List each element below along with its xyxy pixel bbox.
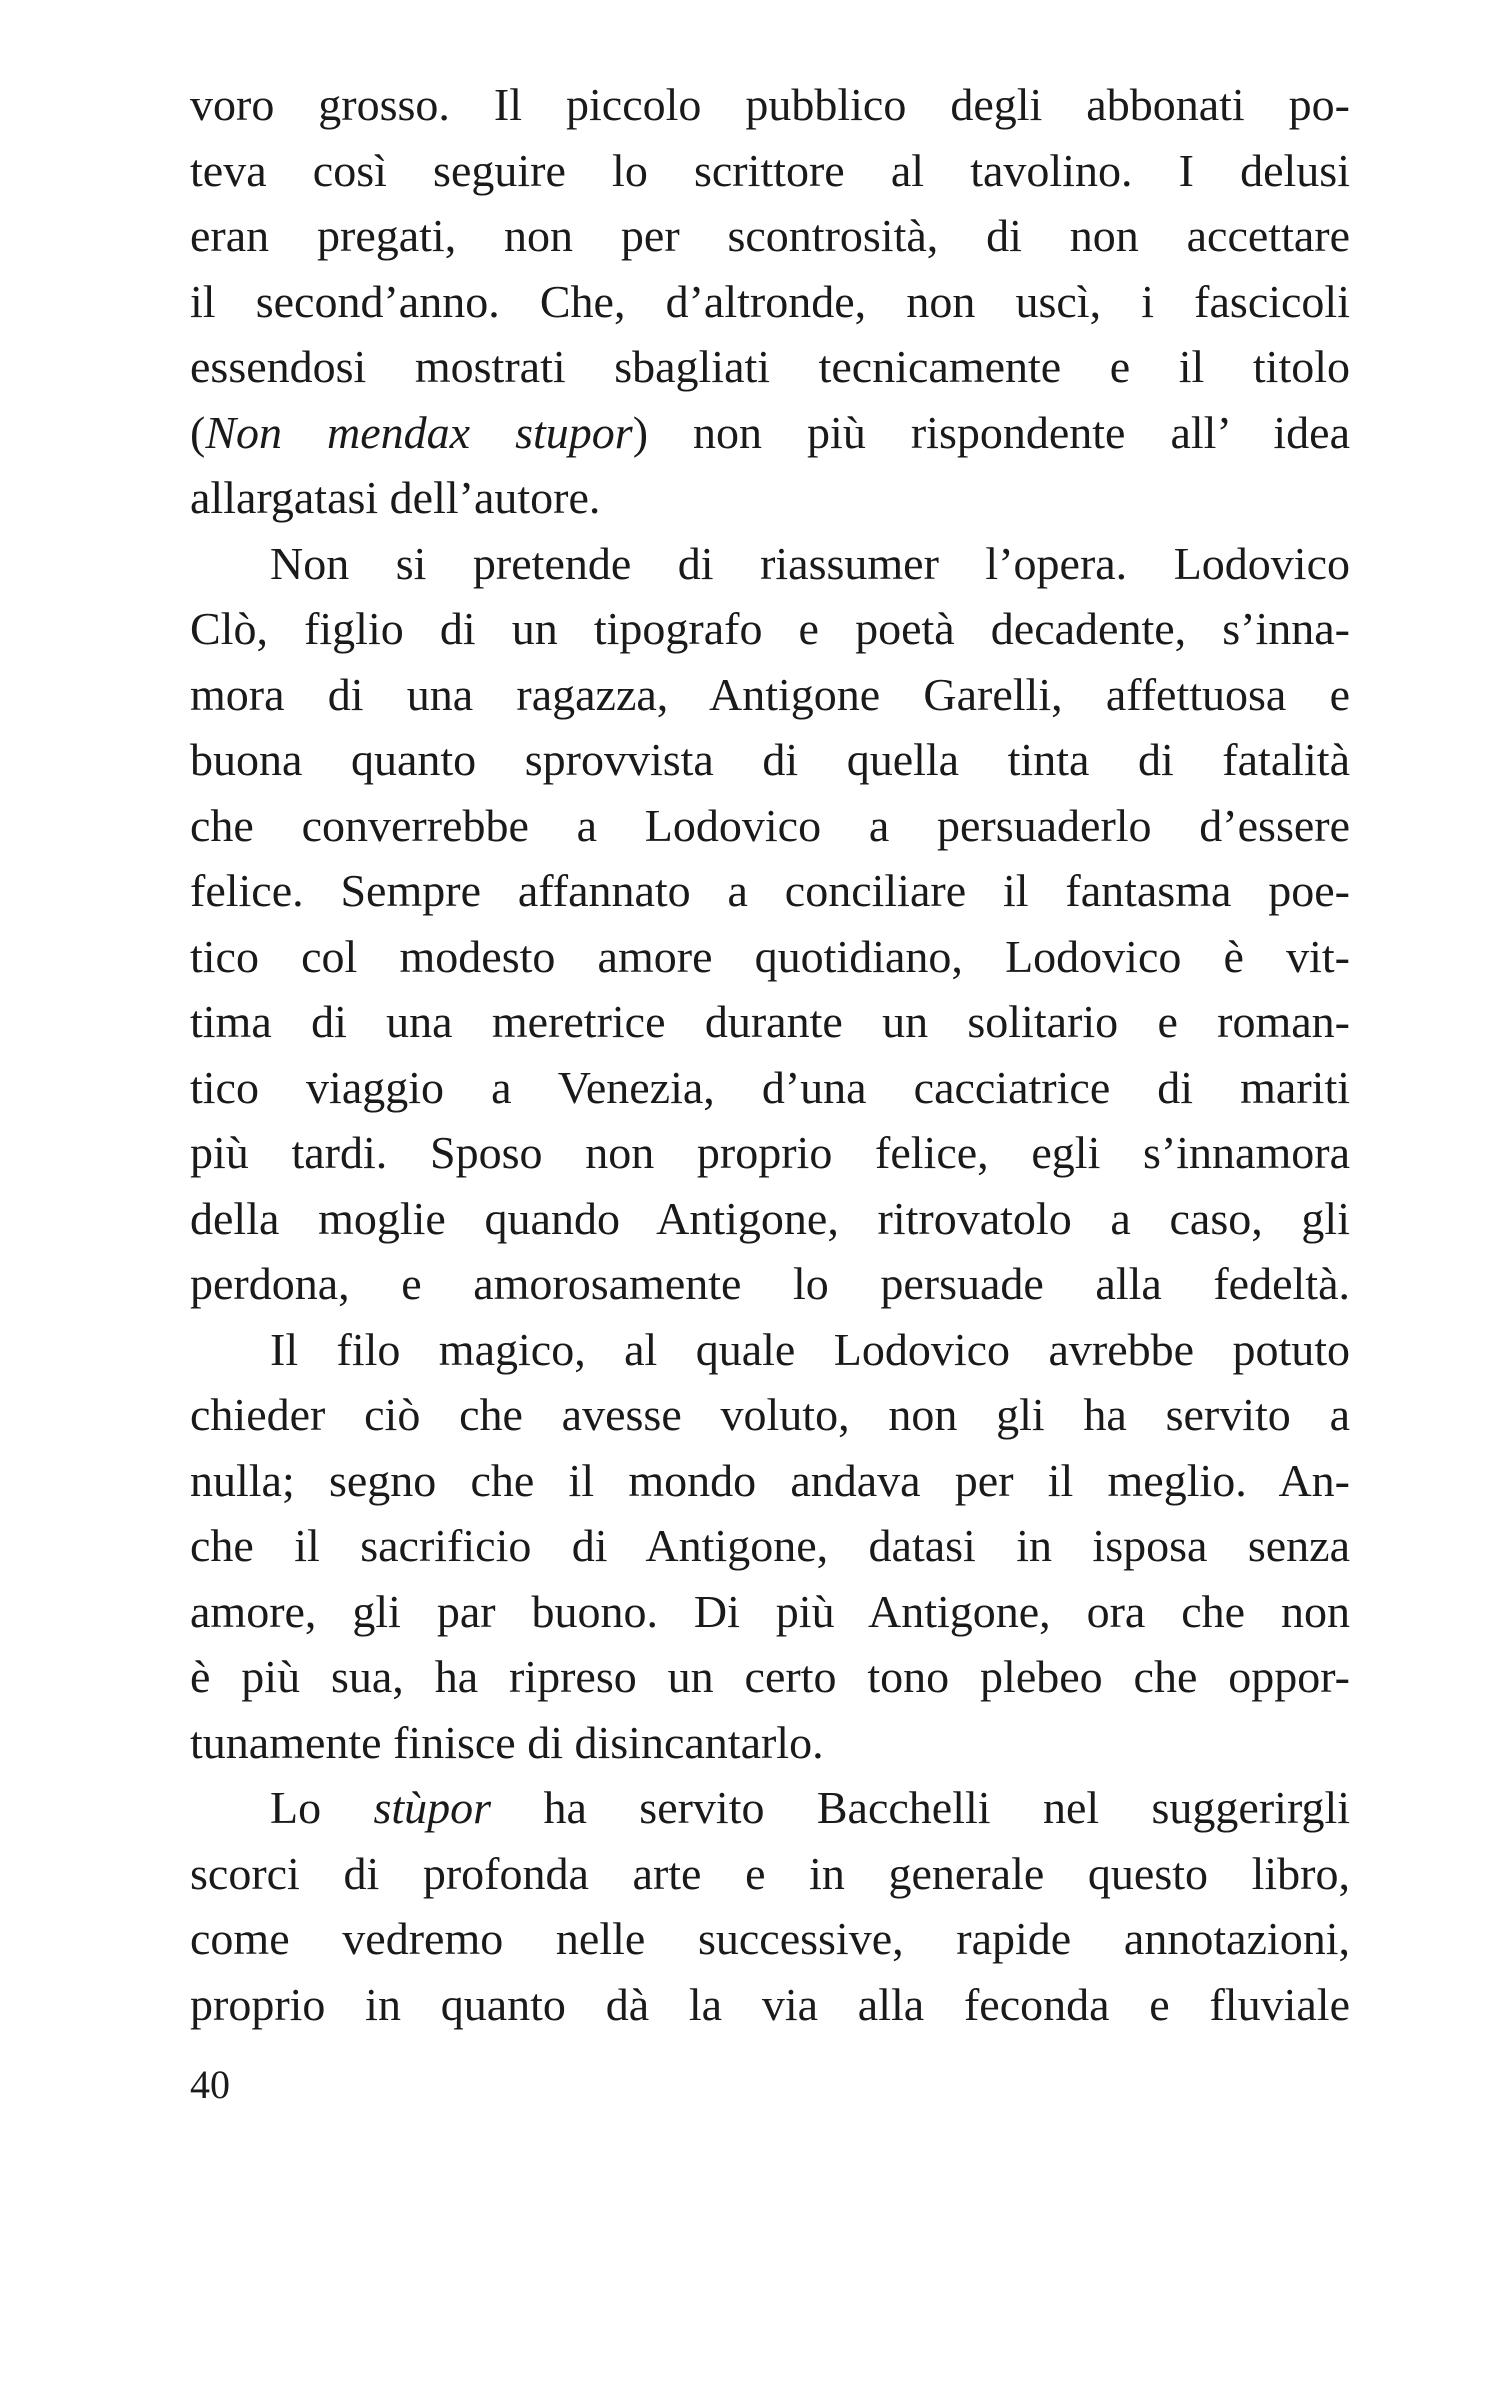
open-paren: ( bbox=[190, 406, 206, 458]
line-rest: ) non più rispondente all’ idea bbox=[632, 406, 1350, 458]
text-line: nulla; segno che il mondo andava per il meglio. An- bbox=[190, 1454, 1350, 1506]
text-line: amore, gli par buono. Di più Antigone, ora che non bbox=[190, 1585, 1350, 1637]
text-line: che il sacrificio di Antigone, datasi in isposa senza bbox=[190, 1520, 1350, 1571]
text-line: tima di una meretrice durante un solitario e roman- bbox=[190, 996, 1350, 1047]
text-line: che converrebbe a Lodovico a persuaderlo d’essere bbox=[190, 799, 1350, 851]
work-title: Non mendax stupor bbox=[205, 406, 633, 458]
text-line: allargatasi dell’autore. bbox=[190, 472, 601, 523]
text-line: Clò, figlio di un tipografo e poetà decadente, s’inna- bbox=[190, 603, 1350, 654]
text-line: eran pregati, non per scontrosità, di non accettare bbox=[190, 210, 1350, 261]
text-line: è più sua, ha ripreso un certo tono plebeo che oppor- bbox=[190, 1651, 1350, 1702]
text-line: più tardi. Sposo non proprio felice, egli s’innamora bbox=[190, 1127, 1350, 1178]
text-line: tico col modesto amore quotidiano, Lodovico è vit- bbox=[190, 930, 1350, 982]
text-line: tico viaggio a Venezia, d’una cacciatrice di mariti bbox=[190, 1061, 1350, 1113]
text-line: mora di una ragazza, Antigone Garelli, affettuosa e bbox=[190, 668, 1350, 720]
text-line: chieder ciò che avesse voluto, non gli ha servito a bbox=[190, 1389, 1350, 1440]
line-rest: ha servito Bacchelli nel suggerirgli bbox=[491, 1782, 1351, 1833]
text-line: il second’anno. Che, d’altronde, non uscì, i fascicoli bbox=[190, 275, 1350, 327]
text-line: tunamente finisce di disincantarlo. bbox=[190, 1716, 824, 1768]
text-line: teva così seguire lo scrittore al tavolino. I delusi bbox=[190, 144, 1350, 196]
text-line: voro grosso. Il piccolo pubblico degli abbonati po- bbox=[190, 79, 1350, 130]
body-text bbox=[190, 72, 1350, 2037]
paragraph-start-line: Non si pretende di riassumer l’opera. Lodovico bbox=[270, 537, 1350, 589]
page-number: 40 bbox=[190, 2062, 230, 2107]
text-line: felice. Sempre affannato a conciliare il fantasma poe- bbox=[190, 865, 1350, 916]
line-lead: Lo bbox=[270, 1782, 374, 1833]
text-line: buona quanto sprovvista di quella tinta di fatalità bbox=[190, 734, 1350, 785]
text-line-title bbox=[190, 400, 1350, 466]
text-line: come vedremo nelle successive, rapide annotazioni, bbox=[190, 1913, 1350, 1964]
paragraph-start-line bbox=[190, 1775, 1350, 1841]
text-line: della moglie quando Antigone, ritrovatolo a caso, gli bbox=[190, 1192, 1350, 1244]
text-line: perdona, e amorosamente lo persuade alla fedeltà. bbox=[190, 1258, 1350, 1309]
text-line: proprio in quanto dà la via alla feconda e fluviale bbox=[190, 1978, 1350, 2030]
italic-word: stùpor bbox=[373, 1782, 492, 1833]
paragraph-start-line: Il filo magico, al quale Lodovico avrebbe potuto bbox=[270, 1323, 1350, 1375]
text-line: essendosi mostrati sbagliati tecnicamente e il titolo bbox=[190, 341, 1350, 392]
text-line: scorci di profonda arte e in generale questo libro, bbox=[190, 1847, 1350, 1899]
